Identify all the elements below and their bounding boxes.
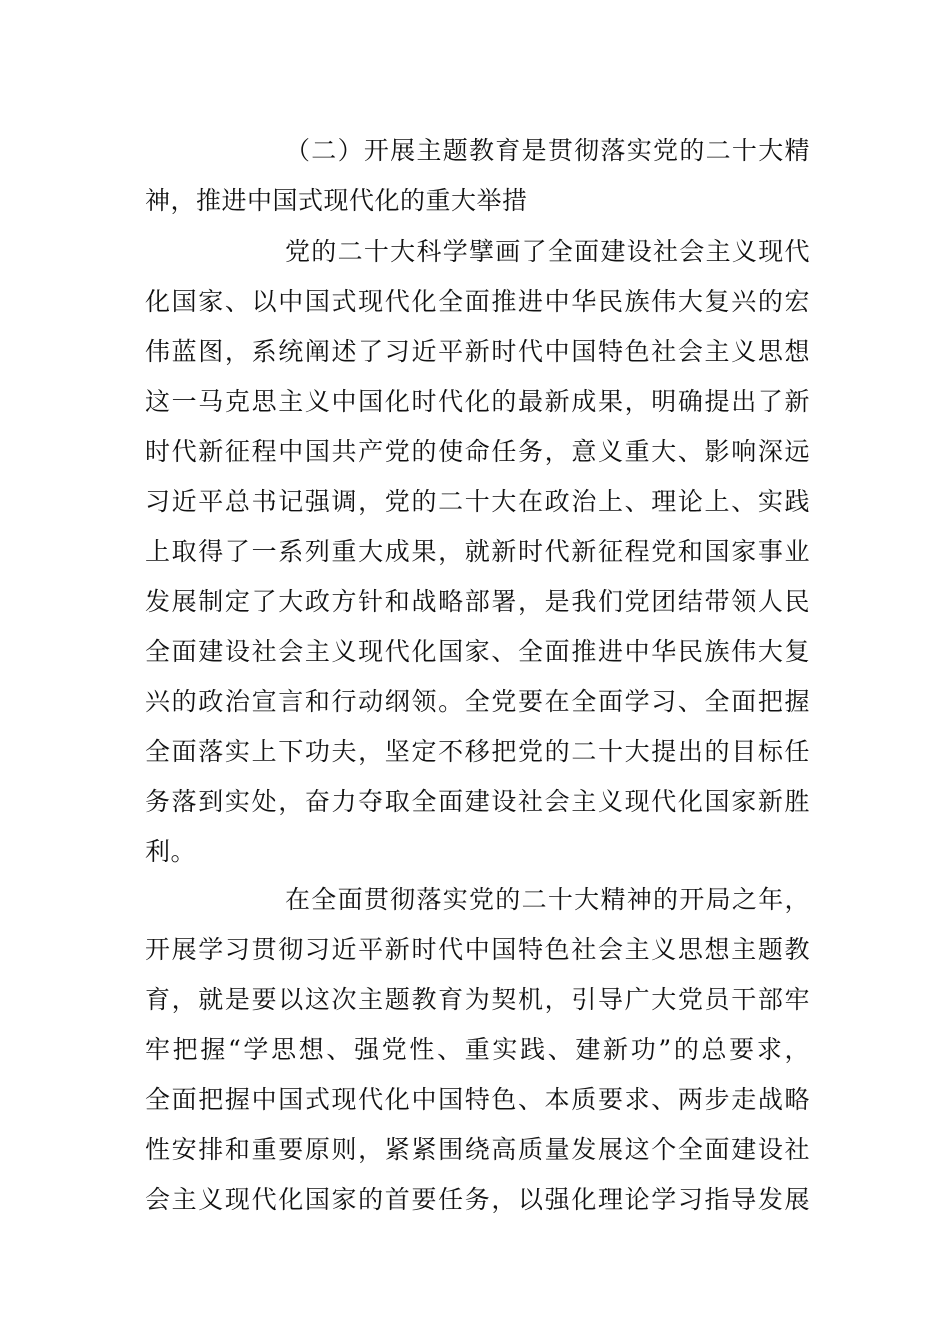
paragraph-line: 习近平总书记强调，党的二十大在政治上、理论上、实践 bbox=[145, 487, 810, 516]
paragraph-line: 育，就是要以这次主题教育为契机，引导广大党员干部牢 bbox=[145, 985, 810, 1014]
paragraph-line: 开展学习贯彻习近平新时代中国特色社会主义思想主题教 bbox=[145, 935, 810, 964]
paragraph-line: 化国家、以中国式现代化全面推进中华民族伟大复兴的宏 bbox=[145, 287, 810, 316]
paragraph-line: 利。 bbox=[145, 837, 197, 866]
paragraph-line: 会主义现代化国家的首要任务，以强化理论学习指导发展 bbox=[145, 1185, 810, 1214]
paragraph-line: 在全面贯彻落实党的二十大精神的开局之年， bbox=[285, 885, 810, 914]
paragraph-line: 这一马克思主义中国化时代化的最新成果，明确提出了新 bbox=[145, 387, 810, 416]
paragraph-line: 发展制定了大政方针和战略部署，是我们党团结带领人民 bbox=[145, 587, 810, 616]
paragraph-line: 兴的政治宣言和行动纲领。全党要在全面学习、全面把握 bbox=[145, 687, 810, 716]
paragraph-line: 务落到实处，奋力夺取全面建设社会主义现代化国家新胜 bbox=[145, 787, 810, 816]
paragraph-line: 上取得了一系列重大成果，就新时代新征程党和国家事业 bbox=[145, 537, 810, 566]
heading-line: 神，推进中国式现代化的重大举措 bbox=[145, 186, 528, 215]
paragraph-line: 全面落实上下功夫，坚定不移把党的二十大提出的目标任 bbox=[145, 737, 810, 766]
paragraph-line: 时代新征程中国共产党的使命任务，意义重大、影响深远 bbox=[145, 437, 810, 466]
paragraph-line: 党的二十大科学擘画了全面建设社会主义现代 bbox=[285, 237, 810, 266]
heading-line: （二）开展主题教育是贯彻落实党的二十大精 bbox=[285, 136, 810, 165]
paragraph-line: 牢把握“学思想、强党性、重实践、建新功”的总要求， bbox=[145, 1035, 810, 1064]
paragraph-line: 性安排和重要原则，紧紧围绕高质量发展这个全面建设社 bbox=[145, 1135, 810, 1164]
paragraph-line: 全面建设社会主义现代化国家、全面推进中华民族伟大复 bbox=[145, 637, 810, 666]
paragraph-line: 伟蓝图，系统阐述了习近平新时代中国特色社会主义思想 bbox=[145, 337, 810, 366]
paragraph-line: 全面把握中国式现代化中国特色、本质要求、两步走战略 bbox=[145, 1085, 810, 1114]
